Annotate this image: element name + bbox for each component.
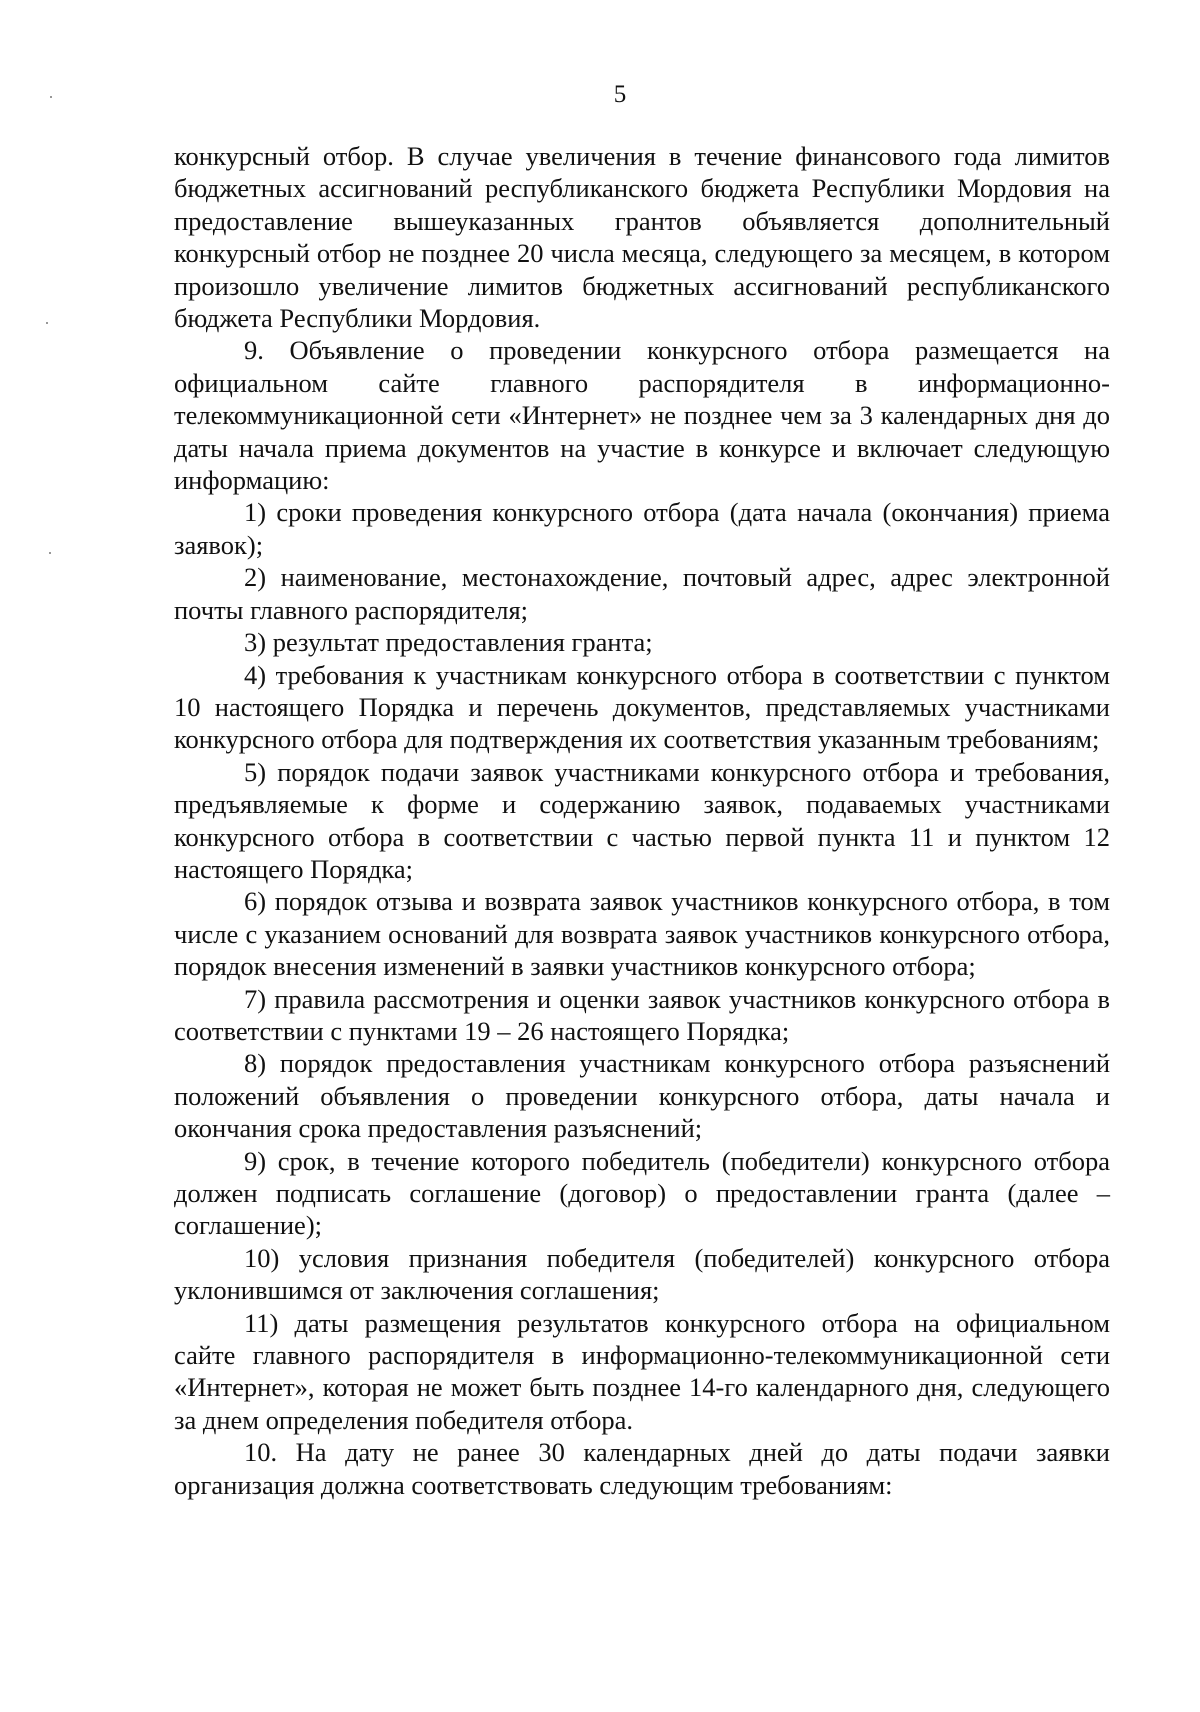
list-item-3: 3) результат предоставления гранта;	[244, 627, 653, 658]
list-item-8: 8) порядок предоставления участникам конкурсного отбора разъяснений положений объявления о проведении конкурсного отбора, даты начала и окончания срока предоставления разъяснений;	[174, 1048, 1110, 1144]
document-body	[174, 140, 1110, 1501]
scan-speck	[46, 322, 48, 324]
list-item-10: 10) условия признания победителя (победителей) конкурсного отбора уклонившимся от заключения соглашения;	[174, 1242, 1110, 1306]
paragraph-item-10: 10. На дату не ранее 30 календарных дней до даты подачи заявки организация должна соответствовать следующим требованиям:	[174, 1437, 1110, 1500]
paragraph-item-9: 9. Объявление о проведении конкурсного отбора размещается на официальном сайте главного распорядителя в информационно-телекоммуникационной сети «Интернет» не позднее чем за 3 календарных дня до даты начала приема документов на участие в конкурсе и включает следующую информацию:	[174, 335, 1110, 496]
scan-speck	[49, 552, 51, 554]
list-item-11: 11) даты размещения результатов конкурсного отбора на официальном сайте главного распорядителя в информационно-телекоммуникационной сети «Интернет», которая не может быть позднее 14-го календарного дня, следующего за днем определения победителя отбора.	[174, 1307, 1110, 1435]
list-item-2: 2) наименование, местонахождение, почтовый адрес, адрес электронной почты главного распорядителя;	[174, 562, 1110, 625]
list-item-1: 1) сроки проведения конкурсного отбора (дата начала (окончания) приема заявок);	[174, 497, 1110, 560]
list-item-7: 7) правила рассмотрения и оценки заявок участников конкурсного отбора в соответствии с пунктами 19 – 26 настоящего Порядка;	[174, 983, 1110, 1046]
list-item-9: 9) срок, в течение которого победитель (победители) конкурсного отбора должен подписать соглашение (договор) о предоставлении гранта (далее – соглашение);	[174, 1145, 1110, 1241]
paragraph-continuation: конкурсный отбор. В случае увеличения в течение финансового года лимитов бюджетных ассигнований республиканского бюджета Республики Мордовия на предоставление вышеуказанных грантов объявляется дополнительный конкурсный отбор не позднее 20 числа месяца, следующего за месяцем, в котором произошло увеличение лимитов бюджетных ассигнований республиканского бюджета Республики Мордовия.	[174, 141, 1110, 334]
page-number: 5	[613, 81, 627, 108]
list-item-5: 5) порядок подачи заявок участниками конкурсного отбора и требования, предъявляемые к форме и содержанию заявок, подаваемых участниками конкурсного отбора в соответствии с частью первой пункта 11 и пунктом 12 настоящего Порядка;	[174, 756, 1110, 884]
list-item-4: 4) требования к участникам конкурсного отбора в соответствии с пунктом 10 настоящего Порядка и перечень документов, представляемых участниками конкурсного отбора для подтверждения их соответствия указанным требованиям;	[174, 659, 1110, 755]
list-item-6: 6) порядок отзыва и возврата заявок участников конкурсного отбора, в том числе с указанием оснований для возврата заявок участников конкурсного отбора, порядок внесения изменений в заявки участников конкурсного отбора;	[174, 886, 1110, 982]
